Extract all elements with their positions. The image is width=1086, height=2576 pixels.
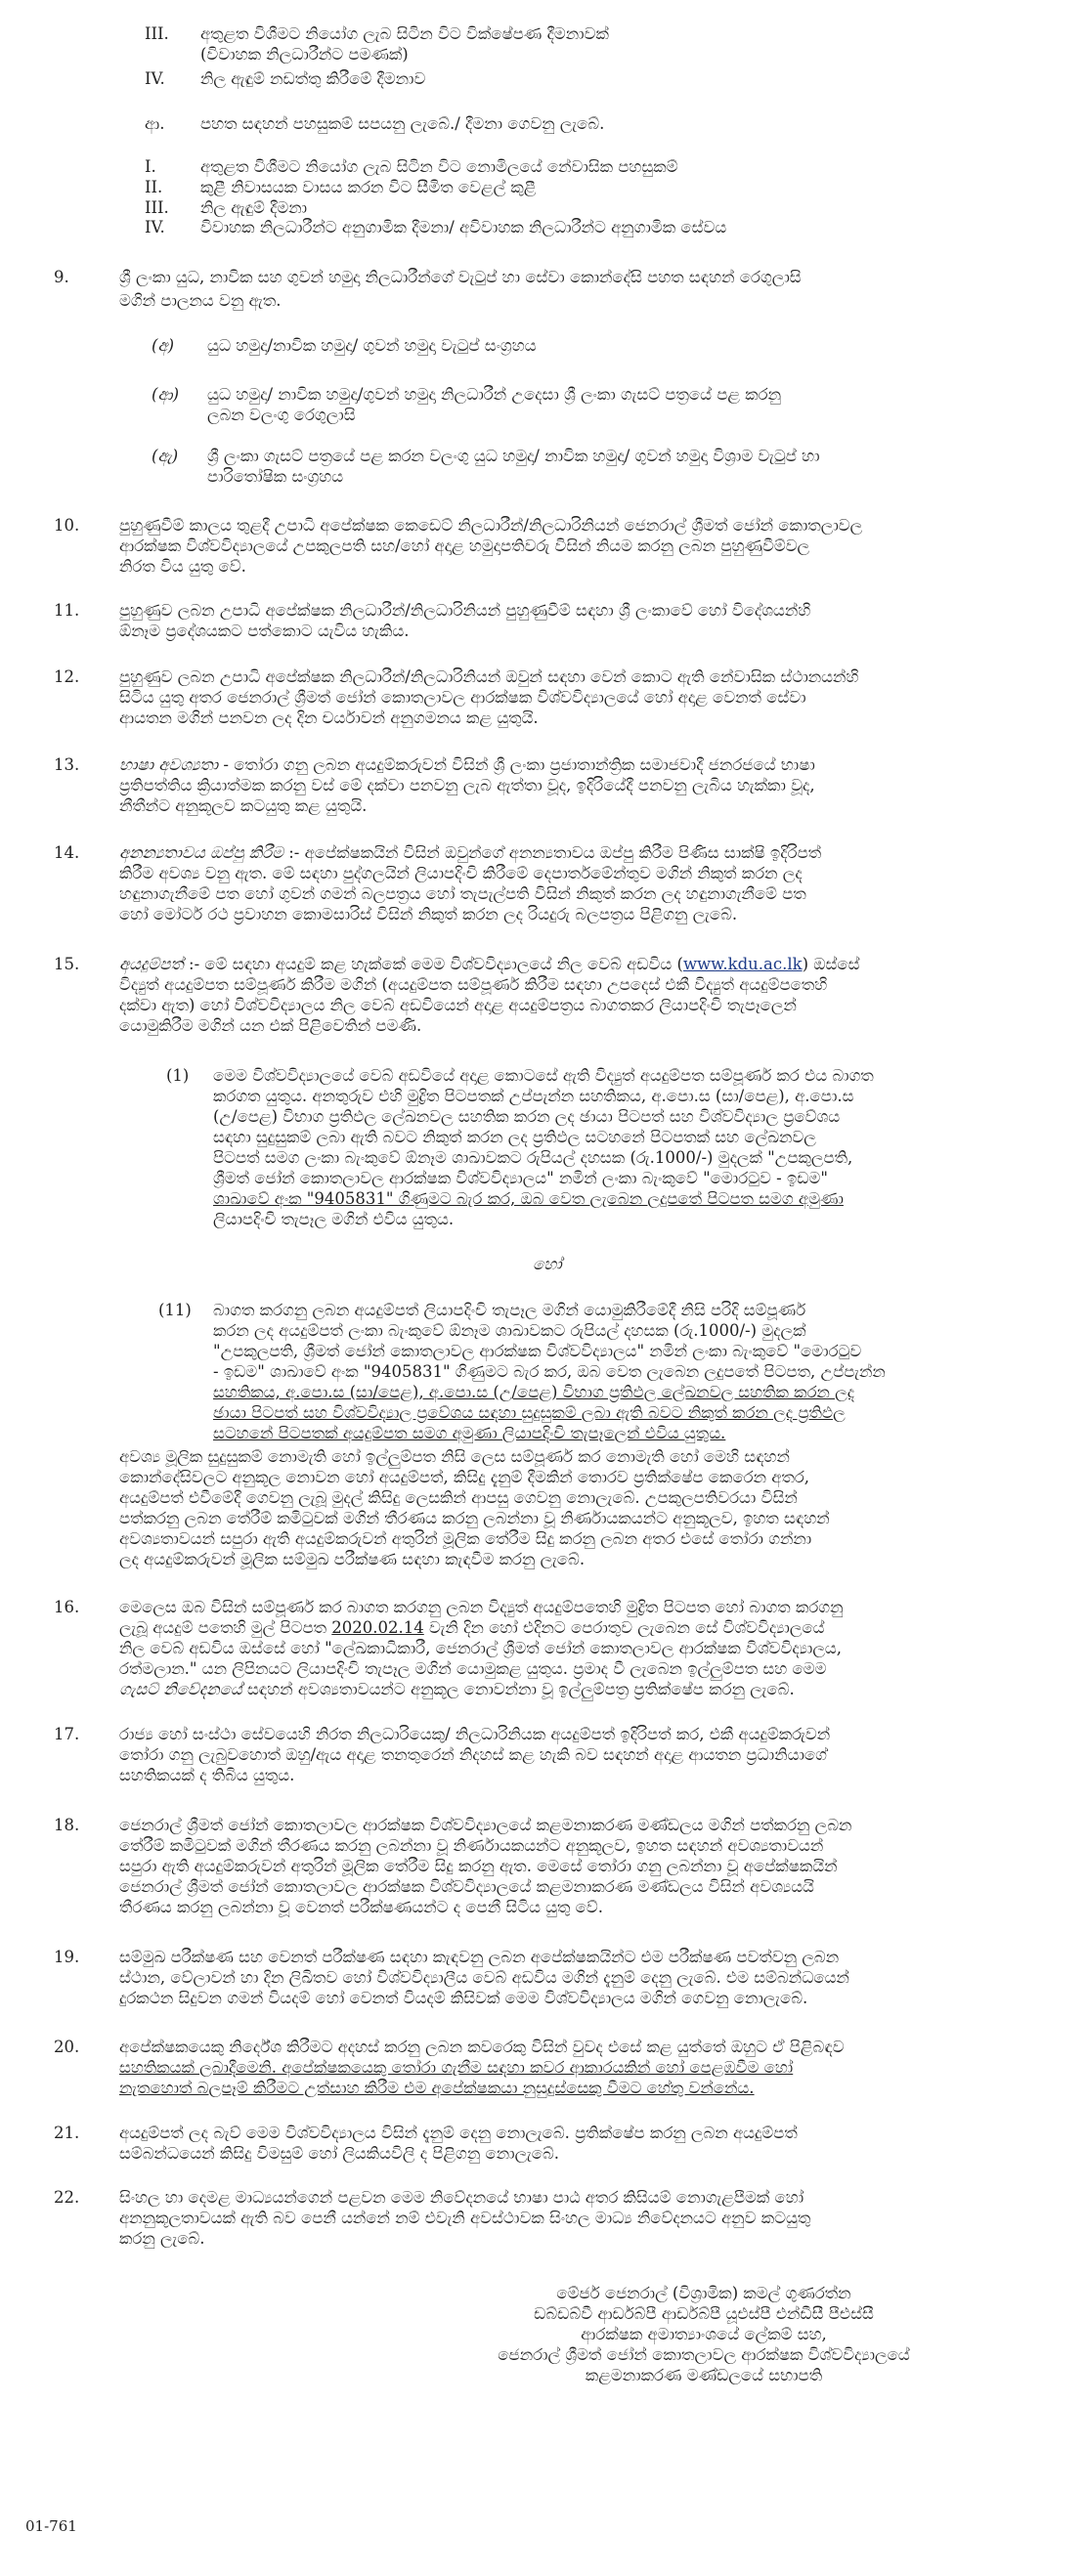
text-run: ) ඔස්සේ	[802, 955, 860, 973]
text-line	[119, 954, 860, 975]
section-number: 13.	[54, 755, 80, 774]
text-line: යුධ හමුදා/ නාවික හමුදා/ගුවන් හමුදා නිලධාරීන් උදෙසා ශ්‍රී ලංකා ගැසට් පත්‍රයේ පළ කරනු	[207, 385, 781, 404]
signature-block	[411, 2283, 997, 2385]
text-line: කරනු ලැබේ.	[119, 2229, 205, 2248]
text-line: මගින් පාලනය වනු ඇත.	[119, 291, 282, 310]
text-line: සිටිය යුතු අතර ජෙනරාල් ශ්‍රීමත් ජෝන් කොතලාවල ආරක්ෂක විශ්වවිද්‍යාලයේ හෝ අදාළ වෙනත් සේවා	[119, 688, 806, 707]
text-line: කුළී නිවාසයක වාසය කරන විට සීමිත වෙළල් කුළී	[200, 178, 537, 196]
signatory-title: ජෙනරාල් ශ්‍රීමත් ජෝන් කොතලාවල ආරක්ෂක විශ්වවිද්‍යාලයේ	[498, 2345, 910, 2364]
text-line: අතුළත විශීමට නියෝග ලැබ සිටින විට නොමිලයේ නේවාසික පහසුකම්	[200, 157, 678, 176]
text-line: ප්‍රතිපත්තිය ක්‍රියාත්මක කරනු වස් මේ දක්වා පනවනු ලැබ ඇත්තා වූද, ඉදිරියේදී පනවනු ලැබිය හැක්කා වූද,	[119, 776, 815, 794]
section-lead: අයදුම්පත්	[119, 955, 184, 973]
text-line: ඕනෑම ප්‍රදේශයකට පත්කොට යැවිය හැකිය.	[119, 622, 410, 640]
text-line: ලද අයදුම්කරුවන් මූලික සම්මුඛ පරීක්ෂණ සඳහා කැඳවීම කරනු ලැබේ.	[119, 1550, 586, 1568]
text-run: - තෝරා ගනු ලබන අයදුම්කරුවන් විසින් ශ්‍රී ලංකා ප්‍රජාතාන්ත්‍රික සමාජවාදී ජනරජයේ භාෂා	[218, 755, 815, 774]
text-line: "උපකුලපති, ශ්‍රීමත් ජෝන් කොතලාවල ආරක්ෂක විශ්වවිද්‍යාලය" නමින් ලංකා බැංකුවේ "මොරටුව	[213, 1342, 862, 1360]
item-number: ආ.	[145, 114, 165, 133]
item-number: III.	[145, 24, 169, 43]
text-line: සිංහල හා දෙමළ මාධ්‍යයන්ගෙන් පළවන මෙම නිවේදනයේ භාෂා පාඨ අතර කිසියම් නොගැළපීමක් හෝ	[119, 2188, 804, 2207]
text-line: ලියාපදිංචි තැපෑල මගින් එවිය යුතුය.	[213, 1210, 455, 1228]
text-line: පුහුණුව ලබන උපාධි අපේක්ෂක නිලධාරීන්/නිලධාරිනියන් ඔවුන් සඳහා වෙන් කොට ඇති නේවාසික ස්ථානයන්හි	[119, 667, 859, 686]
text-line: ජෙනරාල් ශ්‍රීමත් ජෝන් කොතලාවල ආරක්ෂක විශ්වවිද්‍යාලයේ කළමනාකරණ මණ්ඩලය මගින් පත්කරනු ලබන	[119, 1816, 852, 1834]
text-line: (උ/පෙළ) විභාග ප්‍රතිඵල ලේඛනවල සහතික කරන ලද ඡායා පිටපත් සහ විශ්වවිද්‍යාල ප්‍රවේශය	[213, 1107, 841, 1126]
text-run: :- අපේක්ෂකයින් විසින් ඔවුන්ගේ අනන්‍යතාවය ඔප්පු කිරීම පිණිස සාක්ෂි ඉදිරිපත්	[283, 843, 822, 862]
text-line: තෝරා ගනු ලැබුවහොත් ඔහු/ඇය අදාළ තනතුරෙන් නිදහස් කළ හැකි බව සඳහන් අදාළ ආයතන ප්‍රධානියාගේ	[119, 1745, 827, 1764]
section-number: 11.	[54, 601, 80, 620]
item-number: IV.	[145, 69, 165, 88]
text-line: පිටපත් සමග ලංකා බැංකුවේ ඕනෑම ශාඛාවකට රුපියල් දහසක (රු.1000/-) මුදලක් "උපකුලපති,	[213, 1148, 853, 1167]
text-line: සහතිකයක් ද තිබිය යුතුය.	[119, 1766, 295, 1784]
text-run: වැනි දින හෝ එදිනට පෙරාතුව ලැබෙන සේ විශ්වවිද්‍යාලයේ	[423, 1618, 825, 1637]
section-number: 15.	[54, 955, 80, 973]
text-line: නැතහොත් බලපෑම් කිරීමට උත්සාහ කිරීම එම අපේක්ෂකයා නුසුදුස්සෙකු වීමට හේතු වන්නේය.	[119, 2079, 755, 2097]
text-line: කරගත යුතුය. අනතුරුව එහි මුද්‍රිත පිටපතක් උප්පැන්න සහතිකය, අ.පො.ස (සා/පෙළ), අ.පො.ස	[213, 1087, 854, 1105]
section-lead: භාෂා අවශ්‍යතා	[119, 755, 219, 774]
deadline-date: 2020.02.14	[331, 1618, 424, 1637]
sub-number: (1)	[166, 1066, 190, 1085]
section-number: 10.	[54, 516, 80, 535]
section-number: 18.	[54, 1816, 80, 1834]
sub-number: (11)	[158, 1301, 192, 1319]
text-line: යොමුකිරීම මගින් යන එක් පිළිවෙතින් පමණි.	[119, 1016, 422, 1035]
text-line: සපුරා ඇති අයදුම්කරුවන් අතුරින් මූලික තේරීම සිදු කරනු ඇත. මෙසේ තෝරා ගනු ලබන්නා වූ අපේක්ෂකයින්	[119, 1857, 838, 1875]
section-number: 9.	[54, 268, 69, 286]
text-line	[119, 1679, 795, 1700]
text-line: කොන්දේසිවලට අනුකූල නොවන හෝ අයදුම්පත්, කිසිදු දැනුම් දීමකින් තොරව ප්‍රතික්ෂේප කෙරෙන අතර,	[119, 1468, 810, 1486]
text-line: යුධ හමුදා/නාවික හමුදා/ ගුවන් හමුදා වැටුප් සංග්‍රහය	[207, 336, 537, 355]
text-line: ස්ථාන, වේලාවන් හා දින ලිඛිතව හෝ විශ්වවිද්‍යාලීය වෙබ් අඩවිය මගින් දැනුම් දෙනු ලැබේ. එම සම්බන්ධයෙන්	[119, 1968, 849, 1987]
text-line: සහතිකයක් ලබාදීමෙනි. අපේක්ෂකයෙකු තෝරා ගැනීම සඳහා කවර ආකාරයකින් හෝ පෙළඹවීම හෝ	[119, 2058, 794, 2077]
section-number: 22.	[54, 2188, 80, 2207]
section-number: 20.	[54, 2038, 80, 2056]
text-line: බාගත කරගනු ලබන අයදුම්පත් ලියාපදිංචි තැපෑල මගින් යොමුකිරීමේදී නිසි පරිදි සම්පූර්ණ	[213, 1301, 806, 1319]
section-number: 19.	[54, 1948, 80, 1966]
text-line: අපේක්ෂකයෙකු නිර්දේශ කිරීමට අදහස් කරනු ලබන කවරෙකු විසින් වුවද එසේ කළ යුත්තේ ඔහුට ඒ පිළිබඳව	[119, 2038, 845, 2056]
text-line: පාරිතෝෂික සංග්‍රහය	[207, 467, 344, 486]
signatory-title: ආරක්ෂක අමාත්‍යාංශයේ ලේකම් සහ,	[581, 2325, 827, 2343]
text-line: තීරණය කරනු ලබන්නා වූ වෙනත් පරීක්ෂණයන්ට ද පෙනී සිටිය යුතු වේ.	[119, 1898, 604, 1916]
text-line: ඡායා පිටපත් සහ විශ්වවිද්‍යාල ප්‍රවේශය සඳහා සුදුසුකම් ලබා ඇති බවට නිකුත් කරන ලද ප්‍රතිඵල	[213, 1403, 846, 1422]
text-line: දුරකථන සිදුවන ගමන් වියදම් හෝ වෙනත් වියදම් කිසිවක් මෙම විශ්වවිද්‍යාලය මගින් ගෙවනු නොලැබේ.	[119, 1989, 808, 2007]
text-run: ගැසට් නිවේදනයේ	[119, 1680, 242, 1698]
signatory-name: මේජර් ජෙනරාල් (විශ්‍රාමික) කමල් ගුණරත්න	[556, 2284, 851, 2302]
text-line: සම්මුඛ පරීක්ෂණ සහ වෙනත් පරීක්ෂණ සඳහා කැඳවනු ලබන අපේක්ෂකයින්ට එම පරීක්ෂණ පවත්වනු ලබන	[119, 1948, 840, 1966]
text-line: ආරක්ෂක විශ්වවිද්‍යාලයේ උපකුලපති සහ/හෝ අදාළ හමුදාපතිවරු විසින් නියම කරනු ලබන පුහුණුවීම්වල	[119, 537, 810, 555]
section-lead: අනන්‍යතාවය ඔප්පු කිරීම	[119, 843, 283, 862]
text-line: සහතිකය, අ.පො.ස (සා/පෙළ), අ.පො.ස (උ/පෙළ) විභාග ප්‍රතිඵල ලේඛනවල සහතික කරන ලද	[213, 1383, 855, 1401]
item-number: IV.	[145, 218, 165, 236]
text-line: ශාඛාවේ අංක "9405831" ගිණුමට බැර කර, ඔබ වෙත ලැබෙන ලදුපතේ පිටපත සමග අමුණා	[213, 1189, 844, 1208]
text-line: පත්කරනු ලබන තේරීම් කමිටුවක් මගින් තීරණය කරනු ලබන්නා වූ නිර්ණායකයන්ට අනුකූලව, ඉහත සඳහන්	[119, 1509, 830, 1527]
text-run: ලැබූ අයදුම් පතෙහි මුල් පිටපත	[119, 1618, 332, 1637]
text-line: අයදුම්පත් එවීමේදී ගෙවනු ලැබූ මුදල් කිසිදු ලෙසකින් ආපසු ගෙවනු නොලැබේ. උපකුලපතිවරයා විසින්	[119, 1488, 798, 1507]
text-line: නිල ඇඳුම් දීමනා	[200, 198, 308, 217]
text-line: නිල වෙබ් අඩවිය ඔස්සේ හෝ "ලේඛකාධිකාරී, ජෙනරාල් ශ්‍රීමත් ජෝන් කොතලාවල ආරක්ෂක විශ්වවිද්‍යාලය,	[119, 1639, 843, 1657]
sub-number: (අ)	[152, 336, 175, 355]
text-line: විද්‍යුත් අයදුම්පත සම්පූර්ණ කිරීම මගින් (අයදුම්පත සම්පූර්ණ කිරීම සඳහා උපදෙස් එකී විද්‍යුත් අයදුම්පතෙහි	[119, 975, 828, 994]
text-line: රත්මලාන." යන ලිපිනයට ලියාපදිංචි තැපෑල මගින් යොමුකළ යුතුය. ප්‍රමාද වී ලැබෙන ඉල්ලුම්පත සහ මෙම	[119, 1659, 827, 1678]
text-line: අයදුම්පත් ලද බැව් මෙම විශ්වවිද්‍යාලය විසින් දැනුම් දෙනු නොලැබේ. ප්‍රතික්ෂේප කරනු ලබන අයදුම්පත්	[119, 2124, 798, 2142]
text-line: සම්බන්ධයෙන් කිසිදු විමසුම් හෝ ලියකියවිලි ද පිළිගනු නොලැබේ.	[119, 2144, 560, 2163]
section-number: 14.	[54, 843, 80, 862]
text-line: පුහුණුව ලබන උපාධි අපේක්ෂක නිලධාරීන්/නිලධාරිනියන් පුහුණුවීම් සඳහා ශ්‍රී ලංකාවේ හෝ විදේශයන්හි	[119, 601, 811, 620]
text-line: මෙම විශ්වවිද්‍යාලයේ වෙබ් අඩවියේ අදාළ කොටසේ ඇති විද්‍යුත් අයදුම්පත සම්පූර්ණ කර එය බාගත	[213, 1066, 874, 1085]
sub-number: (ආ)	[152, 385, 180, 404]
text-line: නිරත විය යුතු වේ.	[119, 557, 246, 576]
text-line: කිරීම අවශ්‍ය වනු ඇත. මේ සඳහා පුද්ගලයින් ලියාපදිංචි කිරීමේ දෙපාර්තමේන්තුව මගින් නිකුත් කරන ලද	[119, 864, 803, 882]
text-line: අතුළත විශීමට නියෝග ලැබ සිටින විට වික්ෂේපණ දීමනාවක්	[200, 24, 609, 43]
text-line: අවශ්‍ය මූලික සුදුසුකම් නොමැති හෝ ඉල්ලුම්පත නිසි ලෙස සම්පූර්ණ කර නොමැති හෝ මෙහි සඳහන්	[119, 1447, 790, 1466]
text-line: අවශ්‍යතාවයන් සපුරා ඇති අයදුම්කරුවන් අතුරින් මූලික තේරීම සිදු කරනු ලබන අතර එසේ තෝරා ගන්නා	[119, 1529, 812, 1548]
text-line: ශ්‍රී ලංකා ගැසට් පත්‍රයේ පළ කරන වලංගු යුධ හමුදා/ නාවික හමුදා/ ගුවන් හමුදා විශ්‍රාම වැටුප් හා	[207, 447, 820, 465]
text-run: :- මේ සඳහා අයදුම් කළ හැක්කේ මෙම විශ්වවිද්‍යාලයේ නිල වෙබ් අඩවිය (	[183, 955, 683, 973]
text-line: නීතීන්ට අනුකූලව කටයුතු කළ යුතුයි.	[119, 796, 368, 815]
item-number: III.	[145, 198, 169, 217]
text-line: රාජ්‍ය හෝ සංස්ථා සේවයෙහි නිරත නිලධාරියෙකු/ නිලධාරිනියක අයදුම්පත් ඉදිරිපත් කර, එකී අයදුම්කරුවන්	[119, 1725, 831, 1743]
footer-code: 01-761	[25, 2517, 77, 2535]
text-line: විවාහක නිලධාරීන්ට අනුගාමික දීමනා/ අවිවාහක නිලධාරීන්ට අනුගාමික සේවය	[200, 218, 727, 236]
text-line: ජෙනරාල් ශ්‍රීමත් ජෝන් කොතලාවල ආරක්ෂක විශ්වවිද්‍යාලයේ කළමනාකරණ මණ්ඩලය විසින් අවශ්‍යයයි	[119, 1877, 814, 1896]
text-line: පහත සඳහන් පහසුකම් සපයනු ලැබේ./ දීමනා ගෙවනු ලැබේ.	[200, 114, 605, 133]
signatory-title: කළමනාකරණ මණ්ඩලයේ සභාපති	[585, 2366, 823, 2384]
text-line: අනනුකූලතාවයක් ඇති බව පෙනී යන්නේ නම් එවැනි අවස්ථාවක සිංහල මාධ්‍ය නිවේදනයට අනුව කටයුතු	[119, 2209, 811, 2227]
text-line	[119, 1617, 825, 1639]
text-run: සඳහන් අවශ්‍යතාවයන්ට අනුකූල නොවන්නා වූ ඉල්ලුම්පත්‍ර ප්‍රතික්ෂේප කරනු ලැබේ.	[241, 1680, 795, 1698]
text-line: ශ්‍රී ලංකා යුධ, නාවික සහ ගුවන් හමුදා නිලධාරීන්ගේ වැටුප් හා සේවා කොන්දේසි පහත සඳහන් රෙගුලාසි	[119, 268, 802, 286]
section-number: 17.	[54, 1725, 80, 1743]
signatory-honours: ඩබ්ඩබ්වී ආර්ඩබ්පී ආර්ඩබ්පී යූඑස්පී එන්ඩීසී පීඑස්සී	[534, 2304, 874, 2323]
section-number: 21.	[54, 2124, 80, 2142]
text-line: පුහුණුවීම් කාලය තුළදී උපාධි අපේක්ෂක කෙඩෙට් නිලධාරීන්/නිලධාරිනියන් ජෙනරාල් ශ්‍රීමත් ජෝන් කොතලාවල	[119, 516, 863, 535]
text-line: ලබන වලංගු රෙගුලාසි	[207, 406, 356, 424]
text-line: සටහනේ පිටපතක් අයදුම්පත සමග අමුණා ලියාපදිංචි තැපෑලෙන් එවිය යුතුය.	[213, 1424, 726, 1442]
item-number: II.	[145, 178, 163, 196]
text-line	[119, 754, 815, 776]
text-line: මෙලෙස ඔබ විසින් සම්පූර්ණ කර බාගත කරගනු ලබන විද්‍යුත් අයදුම්පතෙහි මුද්‍රිත පිටපත හෝ බාගත කරගනු	[119, 1598, 844, 1616]
text-line: ශ්‍රීමත් ජෝන් කොතලාවල ආරක්ෂක විශ්වවිද්‍යාලය" නමින් ලංකා බැංකුවේ "මොරටුව - ඉඩම"	[213, 1169, 828, 1187]
text-line	[119, 842, 821, 864]
text-line: තේරීම් කමිටුවක් මගින් තීරණය කරනු ලබන්නා වූ නිර්ණායකයන්ට අනුකූලව, ඉහත සඳහන් අවශ්‍යතාවයන්	[119, 1836, 824, 1855]
item-number: I.	[145, 157, 156, 176]
text-line: නිල ඇඳුම් නඩත්තු කිරීමේ දීමනාව	[200, 69, 426, 88]
text-line: කරන ලද අයදුම්පත් ලංකා බැංකුවේ ඕනෑම ශාඛාවකට රුපියල් දහසක (රු.1000/-) මුදලක්	[213, 1321, 806, 1340]
text-line: හඳුනාගැනීමේ පත හෝ ගුවන් ගමන් බලපත්‍රය හෝ තැපැල්පති විසින් නිකුත් කරන ලද හඳුනාගැනීමේ පත	[119, 884, 806, 903]
text-line: - ඉඩම" ශාඛාවේ අංක "9405831" ගිණුමට බැර කර, ඔබ වෙත ලැබෙන ලදුපතේ පිටපත, උප්පැන්න	[213, 1362, 886, 1381]
section-number: 12.	[54, 667, 80, 686]
text-line: දක්වා ඇත) හෝ විශ්වවිද්‍යාලය නිල වෙබ් අඩවියෙන් අදාළ අයදුම්පත්‍රය බාගතකර ලියාපදිංචි තැපෑලෙන්	[119, 996, 797, 1014]
section-number: 16.	[54, 1598, 80, 1616]
text-line: (විවාහක නිලධාරීන්ට පමණක්)	[200, 45, 409, 64]
text-line: හෝ මෝටර් රථ ප්‍රවාහන කොමසාරිස් විසින් නිකුත් කරන ලද රියදුරු බලපත්‍රය පිළිගනු ලැබේ.	[119, 905, 738, 923]
or-divider: හෝ	[533, 1255, 562, 1273]
text-line: සඳහා සුදුසුකම් ලබා ඇති බවට නිකුත් කරන ලද ප්‍රතිඵල සටහනේ පිටපතක් සහ ලේඛනවල	[213, 1128, 816, 1146]
sub-number: (ඇ)	[152, 447, 179, 465]
website-link[interactable]: www.kdu.ac.lk	[682, 955, 803, 973]
text-line: ආයතන මගින් පනවන ලද දින චර්යාවන් අනුගමනය කළ යුතුයි.	[119, 708, 539, 727]
